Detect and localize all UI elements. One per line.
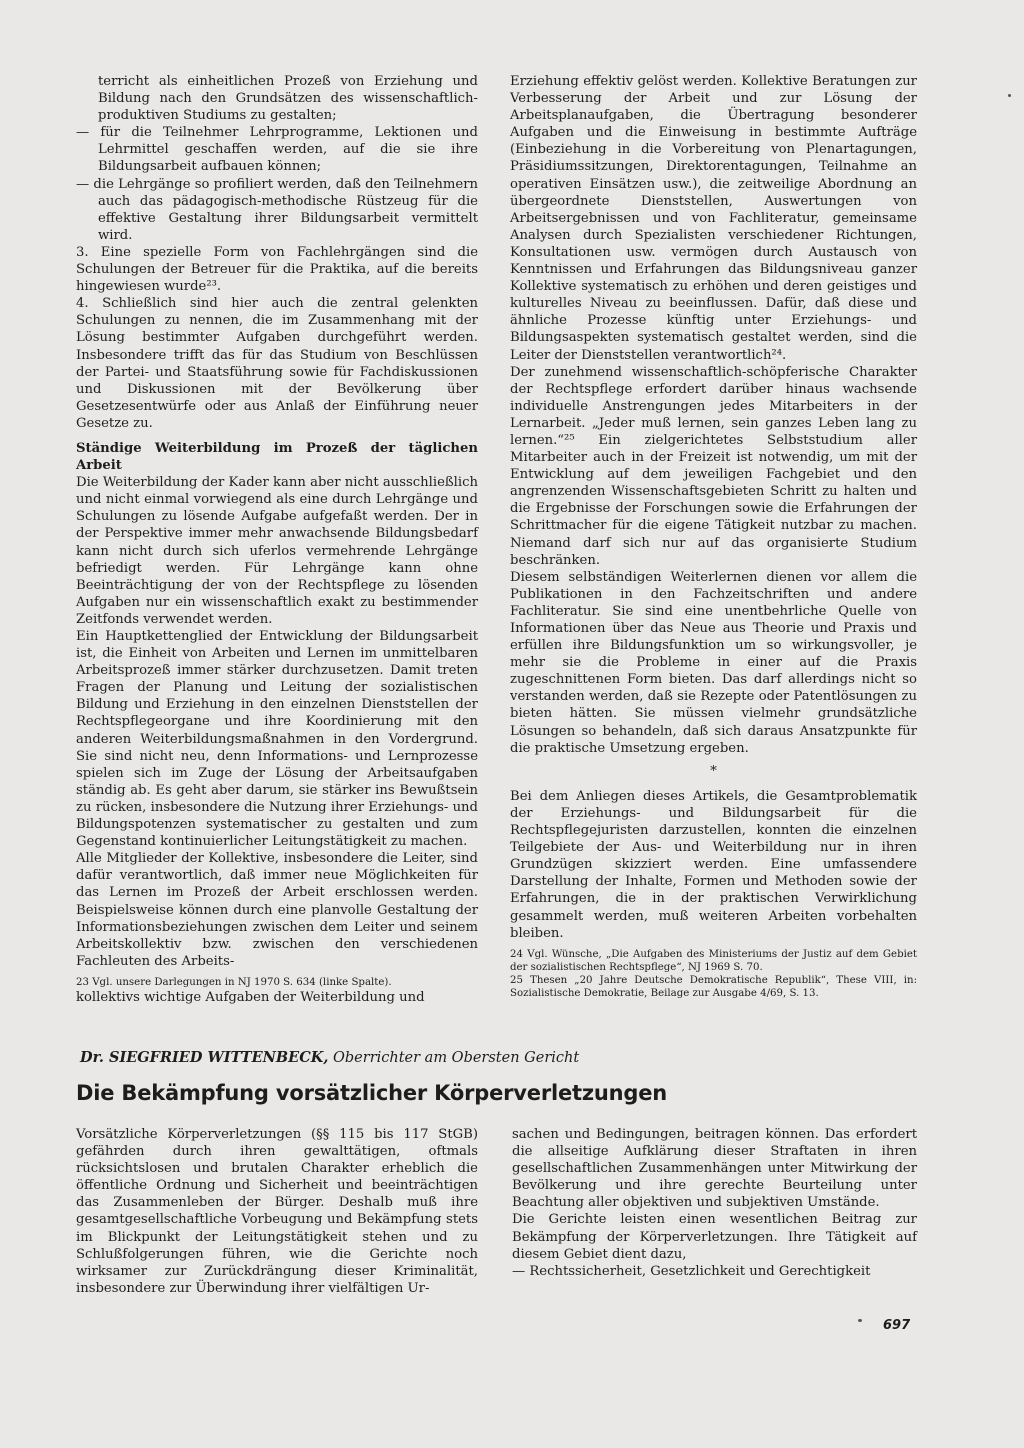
bullet-item: — Rechtssicherheit, Gesetzlichkeit und Gerechtigkeit — [512, 1263, 871, 1279]
article-left-column — [76, 1126, 478, 1297]
article-right-column — [512, 1126, 917, 1280]
scan-speck — [858, 1319, 862, 1322]
section-separator: * — [710, 763, 717, 779]
footnote: 25 Thesen „20 Jahre Deutsche Demokratische Republik“, These VIII, in: Sozialistische Demokratie, Beilage zur Ausgabe 4/69, S. 13. — [510, 975, 917, 1000]
paragraph: Vorsätzliche Körperverletzungen (§§ 115 bis 117 StGB) gefährden durch ihren gewalttätigen, oftmals rücksichtslosen und brutalen Charakter erheblich die öffentliche Ordnung und Sicherheit und beeinträchtigen das Zusammenleben der Bürger. Deshalb muß ihre gesamtgesellschaftliche Vorbeugung und Bekämpfung stets im Blickpunkt der Leitungstätigkeit stehen und zu Schlußfolgerungen führen, wie die Gerichte noch wirksamer zur Zurückdrängung dieser Kriminalität, insbesondere zur Überwindung ihrer vielfältigen Ur- — [76, 1127, 478, 1296]
footnote: 23 Vgl. unsere Darlegungen in NJ 1970 S. 634 (linke Spalte). — [76, 976, 392, 988]
right-column — [510, 73, 917, 1001]
section-heading: Ständige Weiterbildung im Prozeß der täglichen Arbeit — [76, 440, 478, 474]
paragraph: sachen und Bedingungen, beitragen können. Das erfordert die allseitige Aufklärung dieser Straftaten in ihren gesellschaftlichen Zusammenhängen unter Mitwirkung der Bevölkerung und ihre gerechte Beurteilung unter Beachtung aller objektiven und subjektiven Umstände. — [512, 1127, 917, 1211]
bullet-item: — die Lehrgänge so profiliert werden, daß den Teilnehmern auch das pädagogisch-methodische Rüstzeug für die effektive Gestaltung ihrer Bildungsarbeit vermittelt wird. — [76, 176, 478, 243]
paragraph: Erziehung effektiv gelöst werden. Kollektive Beratungen zur Verbesserung der Arbeit und zur Lösung der Arbeitsplanaufgaben, die Übertragung besonderer Aufgaben und die Einweisung in bestimmte Aufträge (Einbeziehung in die Vorbereitung von Plenartagungen, Präsidiumssitzungen, Direktorentagungen, Teilnahme an operativen Einsätzen usw.), die zeitweilige Abordnung an übergeordnete Dienststellen, Auswertungen von Arbeitsergebnissen und von Fachliteratur, gemeinsame Analysen durch Spezialisten verschiedener Richtungen, Konsultationen usw. vermögen durch Austausch von Kenntnissen und Erfahrungen das Bildungsniveau ganzer Kollektive systematisch zu erhöhen und deren geistiges und kulturelles Niveau zu beeinflussen. Dafür, daß diese und ähnliche Prozesse künftig unter Erziehungs- und Bildungsaspekten systematisch gestaltet werden, sind die Leiter der Dienststellen verantwortlich²⁴. — [510, 74, 917, 363]
left-column — [76, 73, 478, 1006]
paragraph: Bei dem Anliegen dieses Artikels, die Gesamtproblematik der Erziehungs- und Bildungsarbeit für die Rechtspflegejuristen darzustellen, konnten die einzelnen Teilgebiete der Aus- und Weiterbildung nur in ihren Grundzügen skizziert werden. Eine umfassendere Darstellung der Inhalte, Formen und Methoden sowie der Erfahrungen, die in der praktischen Verwirklichung gesammelt werden, muß weiteren Arbeiten vorbehalten bleiben. — [510, 788, 917, 941]
paragraph: 4. Schließlich sind hier auch die zentral gelenkten Schulungen zu nennen, die im Zusammenhang mit der Lösung bestimmter Aufgaben durchgeführt werden. Insbesondere trifft das für das Studium von Beschlüssen der Partei- und Staatsführung sowie für Fachdiskussionen und Diskussionen mit der Bevölkerung über Gesetzesentwürfe oder aus Anlaß der Einführung neuer Gesetze zu. — [76, 296, 478, 431]
paragraph: Der zunehmend wissenschaftlich-schöpferische Charakter der Rechtspflege erfordert darüber hinaus wachsende individuelle Anstrengungen jedes Mitarbeiters in der Lernarbeit. „Jeder muß lernen, sein ganzes Leben lang zu lernen.“²⁵ Ein zielgerichtetes Selbststudium aller Mitarbeiter auch in der Freizeit ist notwendig, um mit der Entwicklung auf dem jeweiligen Fachgebiet und den angrenzenden Wissenschaftsgebieten Schritt zu halten und die Ergebnisse der Forschungen sowie die Erfahrungen der Schrittmacher für die eigene Tätigkeit nutzbar zu machen. Niemand darf sich nur auf das organisierte Studium beschränken. — [510, 364, 917, 568]
paragraph: Diesem selbständigen Weiterlernen dienen vor allem die Publikationen in den Fachzeitschriften und andere Fachliteratur. Sie sind eine unentbehrliche Quelle von Informationen über das Neue aus Theorie und Praxis und erfüllen ihre Bildungsfunktion um so wirkungsvoller, je mehr sie die Probleme in einer auf die Praxis zugeschnittenen Form bieten. Das darf allerdings nicht so verstanden werden, daß sie Rezepte oder Patentlösungen zu bieten hätten. Sie müssen vielmehr grundsätzliche Lösungen so behandeln, daß sich daraus Ansatzpunkte für die praktische Umsetzung ergeben. — [510, 569, 917, 756]
author-role: Oberrichter am Obersten Gericht — [333, 1050, 580, 1066]
paragraph: 3. Eine spezielle Form von Fachlehrgängen sind die Schulungen der Betreuer für die Praktika, auf die bereits hingewiesen wurde²³. — [76, 244, 478, 295]
paragraph: Ein Hauptkettenglied der Entwicklung der Bildungsarbeit ist, die Einheit von Arbeiten und Lernen im unmittelbaren Arbeitsprozeß immer stärker durchzusetzen. Damit treten Fragen der Planung und Leitung der sozialistischen Bildung und Erziehung in den einzelnen Dienststellen der Rechtspflegeorgane und ihre Koordinierung mit den anderen Weiterbildungsmaßnahmen in den Vordergrund. Sie sind nicht neu, denn Informations- und Lernprozesse spielen sich im Zuge der Lösung der Arbeitsaufgaben ständig ab. Es geht aber darum, sie stärker ins Bewußtsein zu rücken, insbesondere die Nutzung ihrer Erziehungs- und Bildungspotenzen systematischer zu gestalten und zum Gegenstand kontinuierlicher Leitungstätigkeit zu machen. — [76, 629, 478, 850]
paragraph: Die Gerichte leisten einen wesentlichen Beitrag zur Bekämpfung der Körperverletzungen. Ihre Tätigkeit auf diesem Gebiet dient dazu, — [512, 1212, 917, 1262]
paragraph: terricht als einheitlichen Prozeß von Erziehung und Bildung nach den Grundsätzen des wissenschaftlich-produktiven Studiums zu gestalten; — [98, 74, 478, 124]
article-author — [80, 1049, 579, 1066]
author-name: Dr. SIEGFRIED WITTENBECK, — [80, 1049, 329, 1066]
page-number: 697 — [883, 1318, 911, 1333]
paragraph: kollektivs wichtige Aufgaben der Weiterbildung und — [76, 990, 425, 1006]
bullet-item: — für die Teilnehmer Lehrprogramme, Lektionen und Lehrmittel geschaffen werden, auf die sie ihre Bildungsarbeit aufbauen können; — [76, 125, 478, 175]
scan-speck — [1008, 94, 1011, 97]
article-title: Die Bekämpfung vorsätzlicher Körperverletzungen — [76, 1081, 668, 1105]
footnote: 24 Vgl. Wünsche, „Die Aufgaben des Ministeriums der Justiz auf dem Gebiet der sozialistischen Rechtspflege“, NJ 1969 S. 70. — [510, 948, 917, 973]
paragraph: Die Weiterbildung der Kader kann aber nicht ausschließlich und nicht einmal vorwiegend als eine durch Lehrgänge und Schulungen zu lösende Aufgabe aufgefaßt werden. Der in der Perspektive immer mehr anwachsende Bildungsbedarf kann nicht durch sich uferlos vermehrende Lehrgänge befriedigt werden. Für Lehrgänge kann ohne Beeinträchtigung der von der Rechtspflege zu lösenden Aufgaben nur ein wissenschaftlich exakt zu bestimmender Zeitfonds verwendet werden. — [76, 475, 478, 627]
paragraph: Alle Mitglieder der Kollektive, insbesondere die Leiter, sind dafür verantwortlich, daß immer neue Möglichkeiten für das Lernen im Prozeß der Arbeit erschlossen werden. Beispielsweise können durch eine planvolle Gestaltung der Informationsbeziehungen zwischen dem Leiter und seinem Arbeitskollektiv bzw. zwischen den verschiedenen Fachleuten des Arbeits- — [76, 851, 478, 969]
